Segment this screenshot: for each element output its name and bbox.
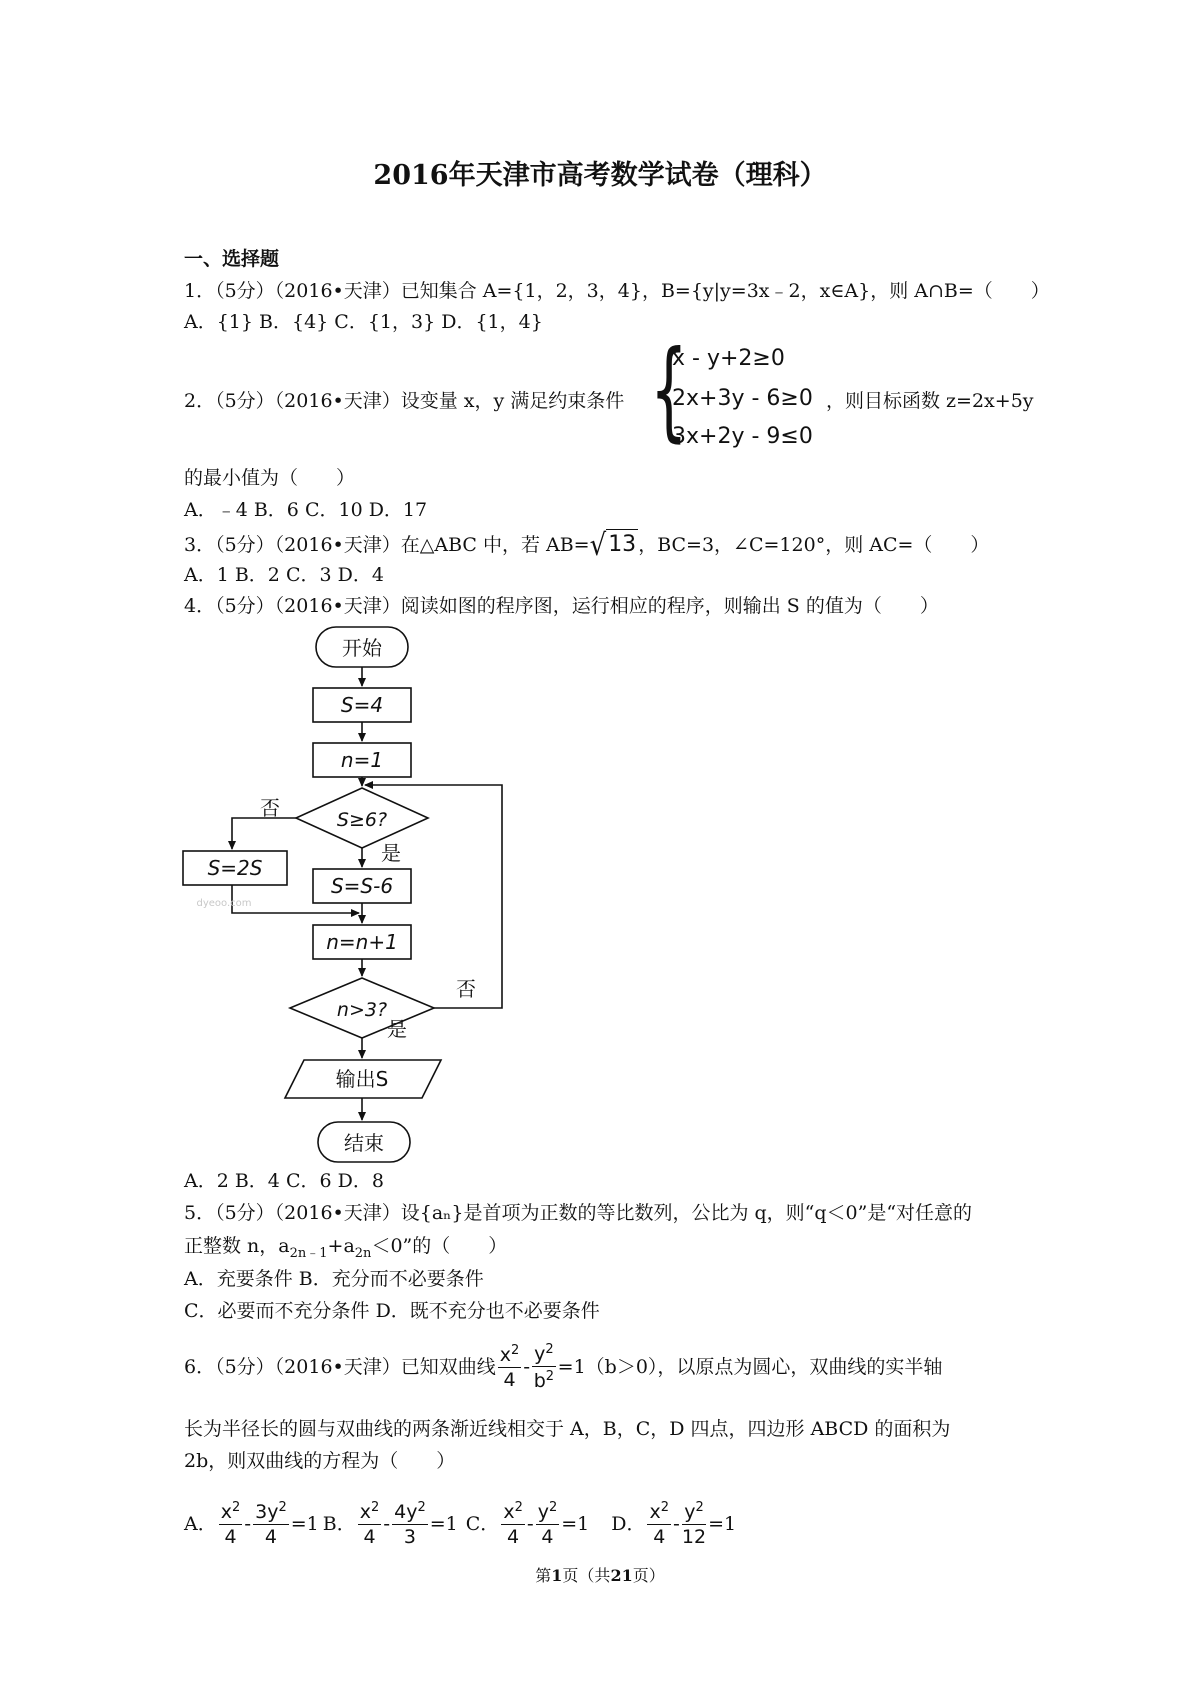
option-c-frac1: $\frac{x^2}{4}$	[503, 1500, 523, 1548]
q2-objective: ，则目标函数 z=2x+5y	[826, 390, 1034, 412]
q6-options: A． $\frac{x^2}{4}$ - $\frac{3y^2}{4}$ =1 B． $\frac{x^2}{4}$ - $\frac{4y^2}{3}$ =1 C． $\frac{x^2}{4}$ - $\frac{y^2}{4}$ =1 D． $\frac{x^2}{4}$ - $\frac{y^2}{12}$ =1	[184, 1500, 737, 1548]
q3-options: A．1 B．2 C．3 D．4	[184, 564, 384, 586]
q6-line3: 2b，则双曲线的方程为（ ）	[184, 1450, 456, 1472]
option-b-frac1: $\frac{x^2}{4}$	[359, 1500, 380, 1548]
output-label: 输出S	[335, 1067, 389, 1091]
cond1-no-label: 否	[260, 796, 280, 820]
q2-stem-cont: 的最小值为（ ）	[184, 467, 356, 489]
q4-stem: 4．（5分）（2016•天津）阅读如图的程序图，运行相应的程序，则输出 S 的值为（ ）	[184, 595, 939, 617]
flowchart	[175, 625, 515, 1165]
total-pages: 21	[610, 1566, 633, 1585]
option-c-frac2: $\frac{y^2}{4}$	[537, 1500, 558, 1548]
q2-options: A．﹣4 B．6 C．10 D．17	[184, 499, 428, 521]
cond2-no-label: 否	[456, 977, 476, 1001]
option-a-frac2: $\frac{3y^2}{4}$	[255, 1500, 287, 1548]
current-page-number: 1	[551, 1566, 563, 1585]
option-d-frac1: $\frac{x^2}{4}$	[649, 1500, 670, 1548]
constraint-brace: {	[650, 328, 688, 453]
fraction-x2-over-4: $\frac{x^2}{4}$	[499, 1343, 520, 1391]
option-d-frac2: $\frac{y^2}{12}$	[681, 1500, 707, 1548]
constraint-3: 3x+2y - 9≤0	[672, 424, 813, 449]
s-init-label: S=4	[340, 693, 384, 717]
document-title: 2016年天津市高考数学试卷（理科）	[373, 160, 827, 191]
cond1-label: S≥6?	[336, 809, 388, 831]
cond2-label: n>3?	[336, 999, 388, 1021]
constraint-1: x - y+2≥0	[672, 346, 785, 371]
cond2-yes-label: 是	[387, 1017, 407, 1041]
s-minus-label: S=S-6	[330, 874, 394, 898]
q6-stem: 6．（5分）（2016•天津）已知双曲线 $\frac{x^2}{4}$ - $\frac{y^2}{b^2}$ =1（b＞0），以原点为圆心，双曲线的实半轴	[184, 1342, 943, 1392]
constraint-2: 2x+3y - 6≥0	[672, 386, 813, 411]
option-b-frac2: $\frac{4y^2}{3}$	[394, 1500, 426, 1548]
q2-stem: 2．（5分）（2016•天津）设变量 x，y 满足约束条件	[184, 390, 625, 412]
n-inc-label: n=n+1	[326, 930, 398, 954]
watermark: dyeoo.com	[196, 898, 252, 909]
q5-line2: 正整数 n，$a_{2n﹣1}+a_{2n}<0$”的（ ）	[184, 1235, 508, 1261]
n-init-label: n=1	[340, 748, 384, 772]
page-footer: 第1页（共21页）	[535, 1566, 665, 1585]
option-a-frac1: $\frac{x^2}{4}$	[220, 1500, 241, 1548]
s-double-label: S=2S	[207, 856, 263, 880]
q1-stem: 1．（5分）（2016•天津）已知集合 A={1，2，3，4}，B={y|y=3x﹣2，x∈A}，则 A∩B=（ ）	[184, 280, 1050, 302]
q5-options-ab: A．充要条件 B．充分而不必要条件	[184, 1268, 484, 1290]
q5-options-cd: C．必要而不充分条件 D．既不充分也不必要条件	[184, 1300, 600, 1322]
fraction-y2-over-b2: $\frac{y^2}{b^2}$	[533, 1342, 555, 1392]
q4-options: A．2 B．4 C．6 D．8	[184, 1170, 384, 1192]
start-label: 开始	[342, 636, 382, 660]
q6-line2: 长为半径长的圆与双曲线的两条渐近线相交于 A，B，C，D 四点，四边形 ABCD 的面积为	[184, 1418, 951, 1440]
q1-options: A．{1} B．{4} C．{1，3} D．{1，4}	[184, 311, 543, 333]
end-label: 结束	[344, 1131, 384, 1155]
sqrt-13: √13	[589, 528, 637, 564]
section-heading: 一、选择题	[184, 248, 280, 270]
q5-line1: 5．（5分）（2016•天津）设{aₙ}是首项为正数的等比数列，公比为 q，则“q＜0”是“对任意的	[184, 1202, 973, 1224]
cond1-yes-label: 是	[381, 841, 401, 865]
q3-stem: 3．（5分）（2016•天津）在△ABC 中，若 AB=√13 ，BC=3，∠C=120°，则 AC=（ ）	[184, 528, 990, 564]
